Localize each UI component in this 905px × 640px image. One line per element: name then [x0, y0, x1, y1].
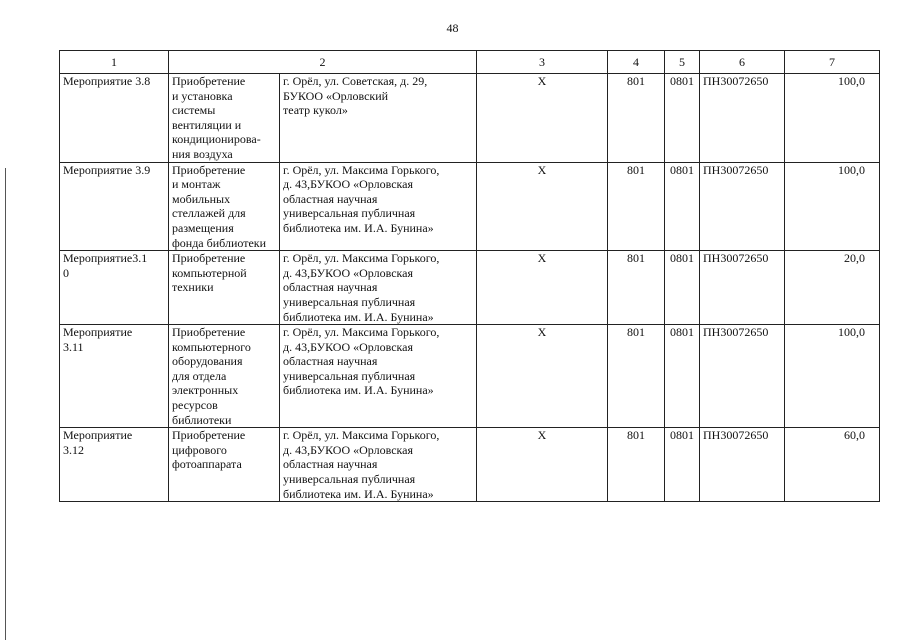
- address-cell: г. Орёл, ул. Максима Горького, д. 43,БУКОО «Орловская областная научная универсальная публичная библиотека им. И.А. Бунина»: [280, 162, 477, 251]
- col3-cell: X: [477, 428, 608, 502]
- table-row: [60, 74, 880, 163]
- budget-table: [59, 50, 880, 502]
- address-cell: г. Орёл, ул. Максима Горького, д. 43,БУКОО «Орловская областная научная универсальная публичная библиотека им. И.А. Бунина»: [280, 251, 477, 325]
- header-cell-2: 2: [169, 51, 477, 74]
- header-cell-7: 7: [785, 51, 880, 74]
- col5-cell: 0801: [665, 74, 700, 163]
- address-cell: г. Орёл, ул. Максима Горького, д. 43,БУКОО «Орловская областная научная универсальная публичная библиотека им. И.А. Бунина»: [280, 325, 477, 428]
- address-cell: г. Орёл, ул. Советская, д. 29, БУКОО «Орловский театр кукол»: [280, 74, 477, 163]
- event-cell: Мероприятие3.1 0: [60, 251, 169, 325]
- description-cell: Приобретение и установка системы вентиляции и кондиционирова- ния воздуха: [169, 74, 280, 163]
- table-row: [60, 251, 880, 325]
- col6-cell: ПН30072650: [700, 325, 785, 428]
- col6-cell: ПН30072650: [700, 428, 785, 502]
- col4-cell: 801: [608, 325, 665, 428]
- address-cell: г. Орёл, ул. Максима Горького, д. 43,БУКОО «Орловская областная научная универсальная публичная библиотека им. И.А. Бунина»: [280, 428, 477, 502]
- header-cell-4: 4: [608, 51, 665, 74]
- header-cell-1: 1: [60, 51, 169, 74]
- col6-cell: ПН30072650: [700, 251, 785, 325]
- event-cell: Мероприятие 3.12: [60, 428, 169, 502]
- description-cell: Приобретение и монтаж мобильных стеллажей для размещения фонда библиотеки: [169, 162, 280, 251]
- col4-cell: 801: [608, 428, 665, 502]
- page-number: 48: [446, 21, 459, 35]
- col3-cell: X: [477, 325, 608, 428]
- col7-cell: 100,0: [785, 74, 880, 163]
- table-row: [60, 428, 880, 502]
- col4-cell: 801: [608, 251, 665, 325]
- col5-cell: 0801: [665, 325, 700, 428]
- description-cell: Приобретение компьютерного оборудования для отдела электронных ресурсов библиотеки: [169, 325, 280, 428]
- header-cell-5: 5: [665, 51, 700, 74]
- col6-cell: ПН30072650: [700, 74, 785, 163]
- col3-cell: X: [477, 251, 608, 325]
- event-cell: Мероприятие 3.8: [60, 74, 169, 163]
- event-cell: Мероприятие 3.11: [60, 325, 169, 428]
- col3-cell: X: [477, 74, 608, 163]
- header-cell-6: 6: [700, 51, 785, 74]
- col7-cell: 100,0: [785, 162, 880, 251]
- col4-cell: 801: [608, 74, 665, 163]
- col5-cell: 0801: [665, 162, 700, 251]
- col4-cell: 801: [608, 162, 665, 251]
- col7-cell: 60,0: [785, 428, 880, 502]
- table-row: [60, 325, 880, 428]
- col5-cell: 0801: [665, 251, 700, 325]
- event-cell: Мероприятие 3.9: [60, 162, 169, 251]
- col5-cell: 0801: [665, 428, 700, 502]
- description-cell: Приобретение цифрового фотоаппарата: [169, 428, 280, 502]
- table-row: [60, 162, 880, 251]
- header-row: [60, 51, 880, 74]
- col3-cell: X: [477, 162, 608, 251]
- description-cell: Приобретение компьютерной техники: [169, 251, 280, 325]
- page-edge-rule: [5, 168, 6, 640]
- header-cell-3: 3: [477, 51, 608, 74]
- col7-cell: 20,0: [785, 251, 880, 325]
- col6-cell: ПН30072650: [700, 162, 785, 251]
- col7-cell: 100,0: [785, 325, 880, 428]
